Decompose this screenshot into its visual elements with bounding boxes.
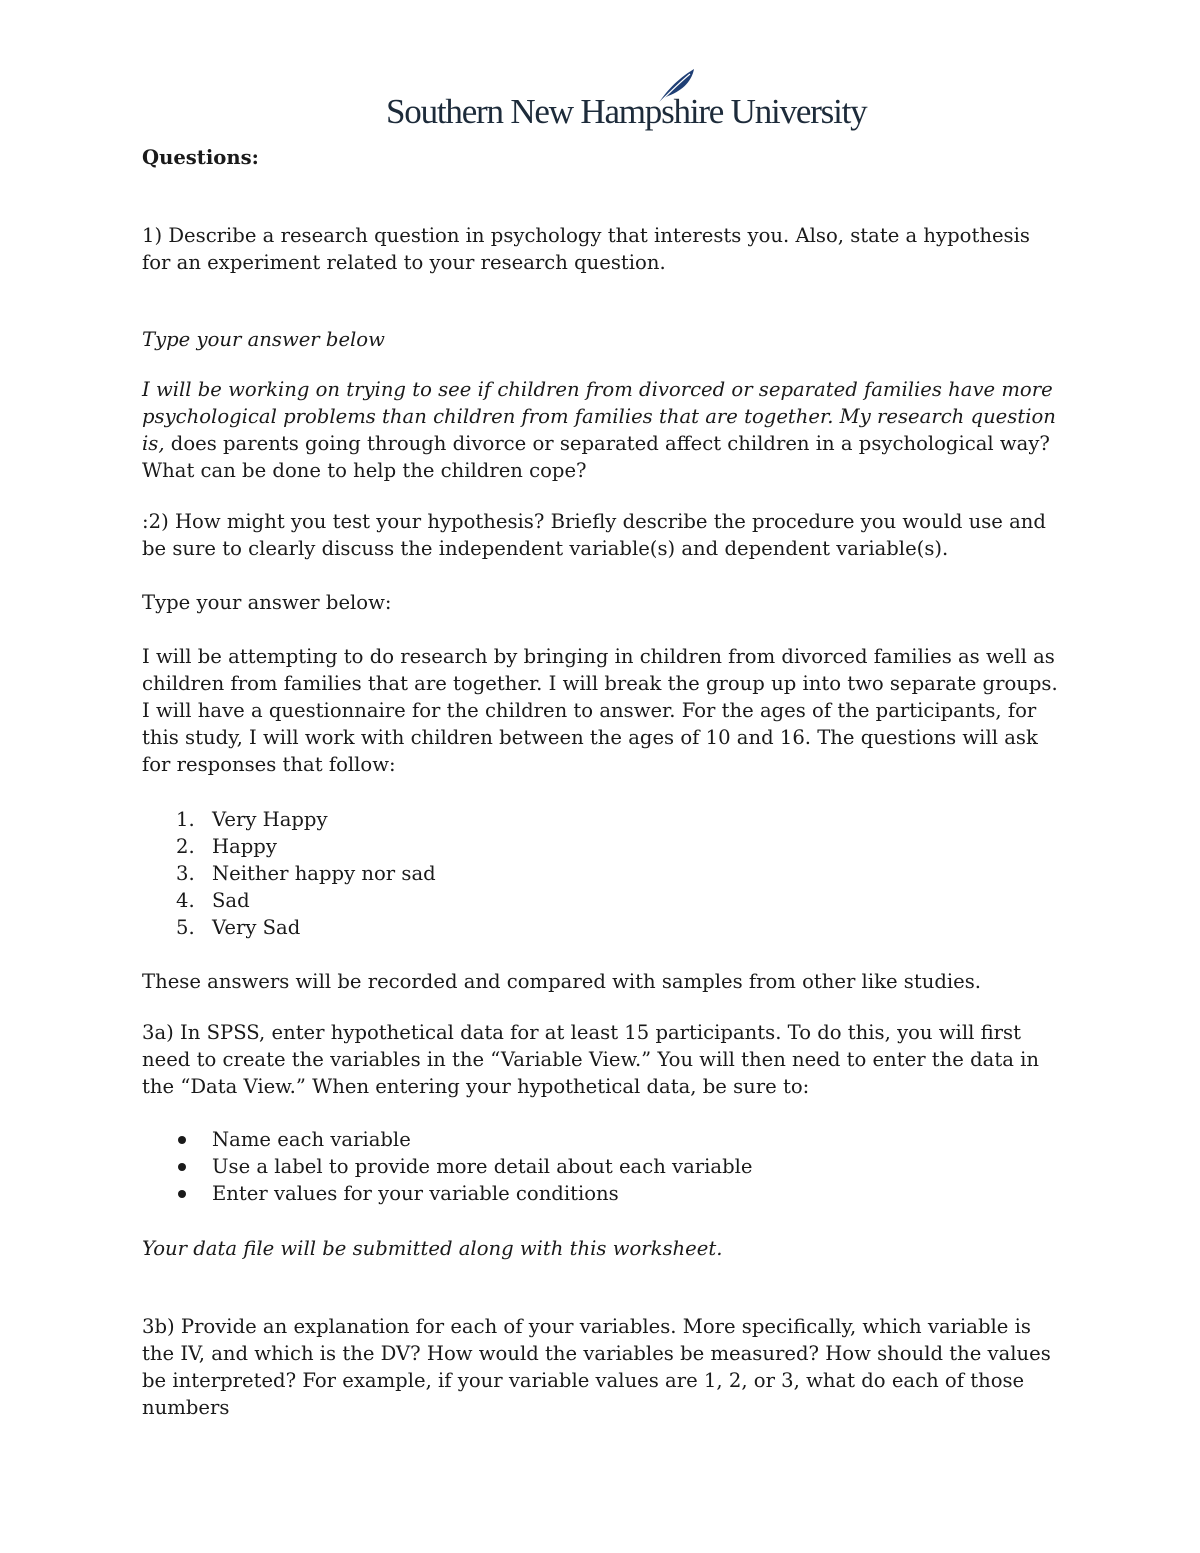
list-item-text: Very Sad	[212, 916, 301, 939]
data-file-note: Your data file will be submitted along with this worksheet.	[142, 1237, 723, 1260]
question-3b-prompt: 3b) Provide an explanation for each of your variables. More specifically, which variable is the IV, and which is the DV? How would the variables be measured? How should the values be interpreted? For example, if your variable values are 1, 2, or 3, what do each of those numbers	[142, 1315, 1051, 1419]
question-3a-prompt: 3a) In SPSS, enter hypothetical data for at least 15 participants. To do this, you will first need to create the variables in the “Variable View.” You will then need to enter the data in the “Data View.” When entering your hypothetical data, be sure to:	[142, 1021, 1040, 1098]
list-item	[142, 833, 1042, 860]
bullet-icon	[178, 1163, 186, 1171]
list-item-text: Sad	[212, 889, 250, 912]
question-1-prompt: 1) Describe a research question in psychology that interests you. Also, state a hypothesis for an experiment related to your research question.	[142, 224, 1030, 274]
list-item	[142, 806, 1042, 833]
list-item-text: Enter values for your variable conditions	[212, 1182, 619, 1205]
list-item-text: Very Happy	[212, 808, 328, 831]
question-2-closing: These answers will be recorded and compared with samples from other like studies.	[142, 970, 982, 993]
question-2-answer-label: Type your answer below:	[142, 591, 392, 614]
list-item	[142, 914, 1042, 941]
list-item	[142, 1180, 1042, 1207]
list-item	[142, 1126, 1042, 1153]
spss-checklist	[142, 1126, 1042, 1207]
bullet-icon	[178, 1136, 186, 1144]
list-item	[142, 860, 1042, 887]
response-scale-list	[142, 806, 1042, 941]
question-2-prompt: :2) How might you test your hypothesis? Briefly describe the procedure you would use and be sure to clearly discuss the independent variable(s) and dependent variable(s).	[142, 510, 1046, 560]
list-item-number: 3.	[176, 862, 195, 885]
list-item-text: Neither happy nor sad	[212, 862, 436, 885]
question-1-answer-label: Type your answer below	[142, 328, 385, 351]
question-2-answer: I will be attempting to do research by bringing in children from divorced families as well as children from families that are together. I will break the group up into two separate groups. I will have a questionnaire for the children to answer. For the ages of the participants, for this study, I will work with children between the ages of 10 and 16. The questions will ask for responses that follow:	[142, 645, 1058, 776]
list-item	[142, 1153, 1042, 1180]
list-item-text: Happy	[212, 835, 277, 858]
list-item-number: 5.	[176, 916, 195, 939]
list-item-number: 1.	[176, 808, 195, 831]
question-1-answer	[142, 376, 1062, 484]
list-item-text: Name each variable	[212, 1128, 411, 1151]
list-item	[142, 887, 1042, 914]
list-item-number: 4.	[176, 889, 195, 912]
bullet-icon	[178, 1190, 186, 1198]
university-logo	[386, 66, 867, 136]
question-1-answer-regular: does parents going through divorce or separated affect children in a psychological way? What can be done to help the children cope?	[142, 432, 1050, 482]
question-1-answer-italic: I will be working on trying to see if children from divorced or separated families have more psychological problems than children from families that are together. My research question is,	[142, 378, 1056, 455]
list-item-text: Use a label to provide more detail about each variable	[212, 1155, 753, 1178]
list-item-number: 2.	[176, 835, 195, 858]
logo-text: Southern New Hampshire University	[386, 92, 867, 131]
questions-heading: Questions:	[142, 146, 259, 169]
